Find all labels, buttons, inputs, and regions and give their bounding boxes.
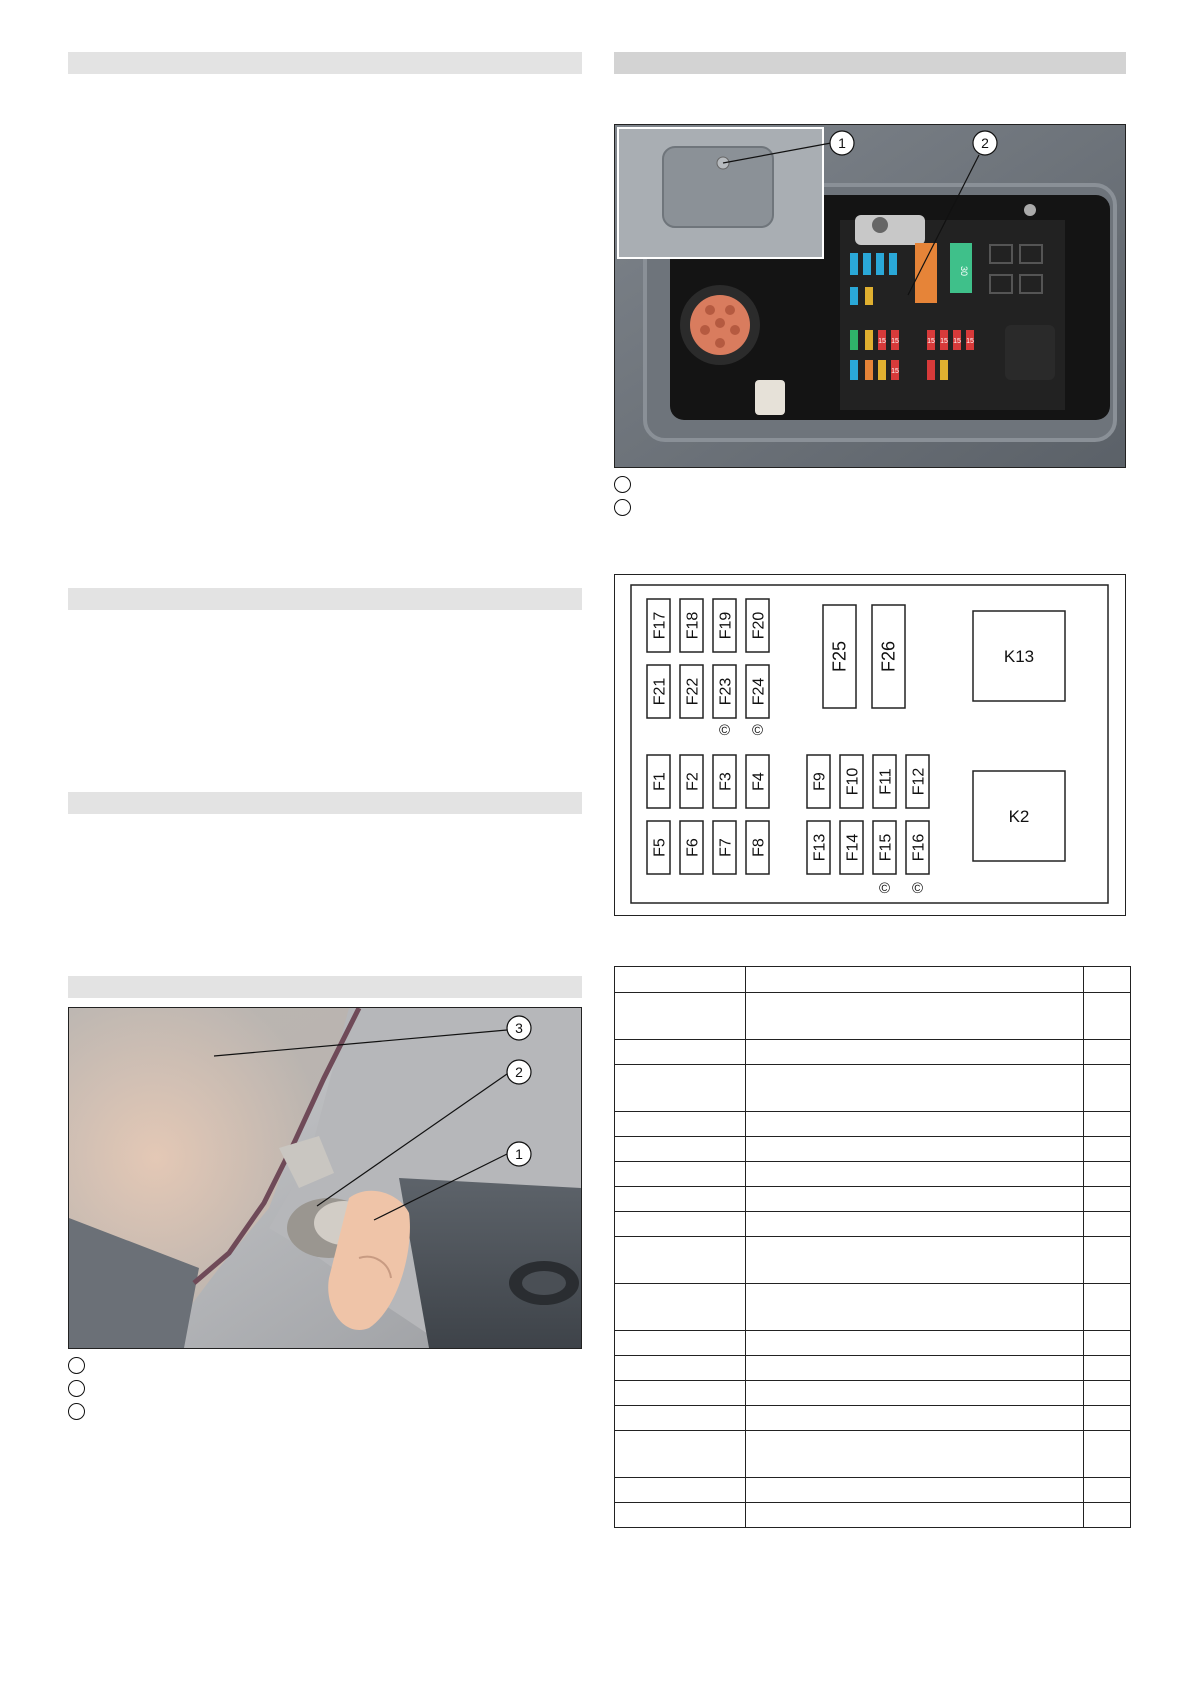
fuse-f10 — [840, 755, 863, 808]
fuse-table-cell — [615, 1187, 746, 1212]
fuse-table-row — [615, 1065, 1131, 1112]
fuse-diagram — [614, 574, 1126, 916]
fuse-f21 — [647, 665, 670, 718]
fuse-table-cell — [615, 1137, 746, 1162]
svg-text:F13: F13 — [811, 833, 829, 862]
fuse-table-row — [615, 993, 1131, 1040]
fusebox-legend-2 — [614, 497, 639, 517]
fuse-table-cell — [615, 1431, 746, 1478]
svg-text:F9: F9 — [811, 772, 829, 791]
fuse-f15 — [873, 821, 896, 874]
fuse-table-cell — [746, 1237, 1084, 1284]
fuse-table-cell — [1084, 1503, 1131, 1528]
svg-text:F6: F6 — [684, 838, 702, 857]
fuse-table-header-fuse — [615, 967, 746, 993]
fuse-table-header-circuit — [746, 967, 1084, 993]
fuse-table-row — [615, 1431, 1131, 1478]
fuse-table-cell — [1084, 1137, 1131, 1162]
fuse-table-cell — [746, 1162, 1084, 1187]
section-header-2 — [68, 588, 582, 610]
fuse-table-cell — [615, 1478, 746, 1503]
fuse-f12 — [906, 755, 929, 808]
svg-text:F20: F20 — [750, 611, 768, 640]
fuse-table-row — [615, 1112, 1131, 1137]
headlamp-callout-1: 1 — [515, 1146, 523, 1162]
fuse-diagram-svg — [615, 575, 1125, 915]
fuse-table-cell — [746, 1478, 1084, 1503]
fuse-table-cell — [615, 1065, 746, 1112]
svg-text:F16: F16 — [910, 833, 928, 862]
svg-text:F5: F5 — [651, 838, 669, 857]
fuse-f3 — [713, 755, 736, 808]
fusebox-callout-1: 1 — [838, 135, 846, 151]
fuse-f6 — [680, 821, 703, 874]
fuse-f23 — [713, 665, 736, 718]
fuse-table-cell — [1084, 1162, 1131, 1187]
fuse-table-cell — [615, 993, 746, 1040]
svg-text:F8: F8 — [750, 838, 768, 857]
fuse-table-cell — [1084, 1212, 1131, 1237]
fuse-table-header-rating — [1084, 967, 1131, 993]
fuse-table-cell — [746, 1356, 1084, 1381]
fuse-table-cell — [1084, 1478, 1131, 1503]
headlamp-legend-1 — [68, 1355, 93, 1375]
headlamp-legend-2 — [68, 1378, 93, 1398]
fuse-table-cell — [615, 1381, 746, 1406]
fuse-table-cell — [1084, 1112, 1131, 1137]
legend-marker-2 — [68, 1380, 85, 1397]
fuse-table-cell — [746, 1137, 1084, 1162]
section-header-1 — [68, 52, 582, 74]
fuse-table-row — [615, 1237, 1131, 1284]
fuse-table-cell — [615, 1212, 746, 1237]
fuse-f23-mark: © — [718, 722, 731, 739]
fuse-table-row — [615, 1212, 1131, 1237]
svg-text:F24: F24 — [750, 677, 768, 706]
svg-text:F7: F7 — [717, 838, 735, 857]
svg-text:F21: F21 — [651, 677, 669, 706]
section-header-3 — [68, 792, 582, 814]
section-header-right — [614, 52, 1126, 74]
fuse-table-row — [615, 1478, 1131, 1503]
fuse-table-cell — [615, 1406, 746, 1431]
fuse-rating-2: 15 — [878, 338, 886, 345]
fuse-table-cell — [1084, 1381, 1131, 1406]
headlamp-photo — [68, 1007, 582, 1349]
fuse-table-cell — [1084, 1237, 1131, 1284]
fuse-table-row — [615, 1331, 1131, 1356]
fuse-table-cell — [1084, 1431, 1131, 1478]
headlamp-illustration — [69, 1008, 581, 1348]
svg-text:F25: F25 — [829, 640, 850, 673]
fuse-table-cell — [746, 1406, 1084, 1431]
fuse-f18 — [680, 599, 703, 652]
fuse-table-cell — [1084, 993, 1131, 1040]
fusebox-legend-1 — [614, 474, 639, 494]
fuse-f5 — [647, 821, 670, 874]
fuse-f16-mark: © — [911, 880, 924, 897]
fusebox-legend-marker-2 — [614, 499, 631, 516]
svg-text:F12: F12 — [910, 767, 928, 796]
fuse-f22 — [680, 665, 703, 718]
fusebox-photo — [614, 124, 1126, 468]
fusebox-illustration — [615, 125, 1125, 467]
fuse-table-cell — [746, 1112, 1084, 1137]
svg-text:F15: F15 — [877, 833, 895, 862]
svg-text:F18: F18 — [684, 611, 702, 640]
fuse-table-cell — [746, 1284, 1084, 1331]
fuse-table-cell — [746, 1431, 1084, 1478]
fuse-table-row — [615, 1356, 1131, 1381]
fuse-table-cell — [615, 1356, 746, 1381]
headlamp-legend-3 — [68, 1401, 93, 1421]
svg-text:F19: F19 — [717, 611, 735, 640]
svg-text:F4: F4 — [750, 772, 768, 791]
fuse-f24 — [746, 665, 769, 718]
fuse-rating-4: 15 — [927, 338, 935, 345]
headlamp-callout-3: 3 — [515, 1020, 523, 1036]
headlamp-callout-2: 2 — [515, 1064, 523, 1080]
fuse-table-cell — [615, 1503, 746, 1528]
fuse-rating-3: 15 — [891, 338, 899, 345]
fuse-table-cell — [1084, 1331, 1131, 1356]
fuse-f15-mark: © — [878, 880, 891, 897]
fuse-f11 — [873, 755, 896, 808]
svg-text:F26: F26 — [878, 640, 899, 673]
svg-text:F23: F23 — [717, 677, 735, 706]
fuse-table-cell — [615, 1284, 746, 1331]
fuse-table-row — [615, 1162, 1131, 1187]
fuse-f14 — [840, 821, 863, 874]
fuse-rating-8: 15 — [891, 368, 899, 375]
fuse-rating-6: 15 — [953, 338, 961, 345]
svg-text:F22: F22 — [684, 677, 702, 706]
fuse-table-cell — [1084, 1187, 1131, 1212]
fuse-f9 — [807, 755, 830, 808]
fuse-f24-mark: © — [751, 722, 764, 739]
fuse-table — [614, 966, 1131, 1528]
relay-k2 — [973, 771, 1065, 861]
legend-marker-3 — [68, 1403, 85, 1420]
fuse-table-cell — [1084, 1284, 1131, 1331]
fuse-f1 — [647, 755, 670, 808]
fuse-f2 — [680, 755, 703, 808]
fuse-table-cell — [746, 1331, 1084, 1356]
fuse-table-row — [615, 1137, 1131, 1162]
fuse-table-row — [615, 1187, 1131, 1212]
fuse-table-cell — [746, 1503, 1084, 1528]
fuse-table-cell — [746, 1212, 1084, 1237]
fuse-table-cell — [746, 1065, 1084, 1112]
fuse-table-cell — [746, 1040, 1084, 1065]
legend-marker-1 — [68, 1357, 85, 1374]
svg-text:K13: K13 — [1003, 647, 1035, 666]
fuse-table-cell — [615, 1162, 746, 1187]
svg-text:F11: F11 — [877, 768, 895, 795]
svg-text:F17: F17 — [651, 611, 669, 640]
fuse-rating-7: 15 — [966, 338, 974, 345]
fuse-table-cell — [746, 1187, 1084, 1212]
fuse-f16 — [906, 821, 929, 874]
fuse-f13 — [807, 821, 830, 874]
fuse-table-cell — [615, 1331, 746, 1356]
fuse-table-header — [615, 967, 1131, 993]
svg-text:F2: F2 — [684, 772, 702, 791]
fuse-table-cell — [615, 1112, 746, 1137]
fuse-f20 — [746, 599, 769, 652]
fusebox-legend-marker-1 — [614, 476, 631, 493]
relay-k13 — [973, 611, 1065, 701]
fuse-f8 — [746, 821, 769, 874]
fuse-rating-5: 15 — [940, 338, 948, 345]
svg-text:F1: F1 — [651, 772, 669, 791]
fuse-f19 — [713, 599, 736, 652]
fuse-table-cell — [746, 1381, 1084, 1406]
fuse-table-row — [615, 1381, 1131, 1406]
fuse-f7 — [713, 821, 736, 874]
fuse-table-row — [615, 1284, 1131, 1331]
fuse-table-cell — [615, 1040, 746, 1065]
section-header-4 — [68, 976, 582, 998]
fuse-table-cell — [1084, 1406, 1131, 1431]
fuse-table-cell — [1084, 1040, 1131, 1065]
fuse-table-cell — [746, 993, 1084, 1040]
fuse-f25 — [823, 605, 856, 708]
fuse-table-row — [615, 1040, 1131, 1065]
fuse-rating-1: 30 — [959, 265, 969, 277]
fuse-table-cell — [1084, 1065, 1131, 1112]
fusebox-callout-2: 2 — [981, 135, 989, 151]
fuse-table-cell — [1084, 1356, 1131, 1381]
fuse-f4 — [746, 755, 769, 808]
fuse-table-row — [615, 1503, 1131, 1528]
svg-text:F3: F3 — [717, 772, 735, 791]
fuse-f17 — [647, 599, 670, 652]
fuse-f26 — [872, 605, 905, 708]
fuse-table-cell — [615, 1237, 746, 1284]
svg-text:F10: F10 — [844, 767, 862, 796]
svg-text:K2: K2 — [1008, 807, 1030, 826]
svg-text:F14: F14 — [844, 833, 862, 862]
fuse-table-row — [615, 1406, 1131, 1431]
